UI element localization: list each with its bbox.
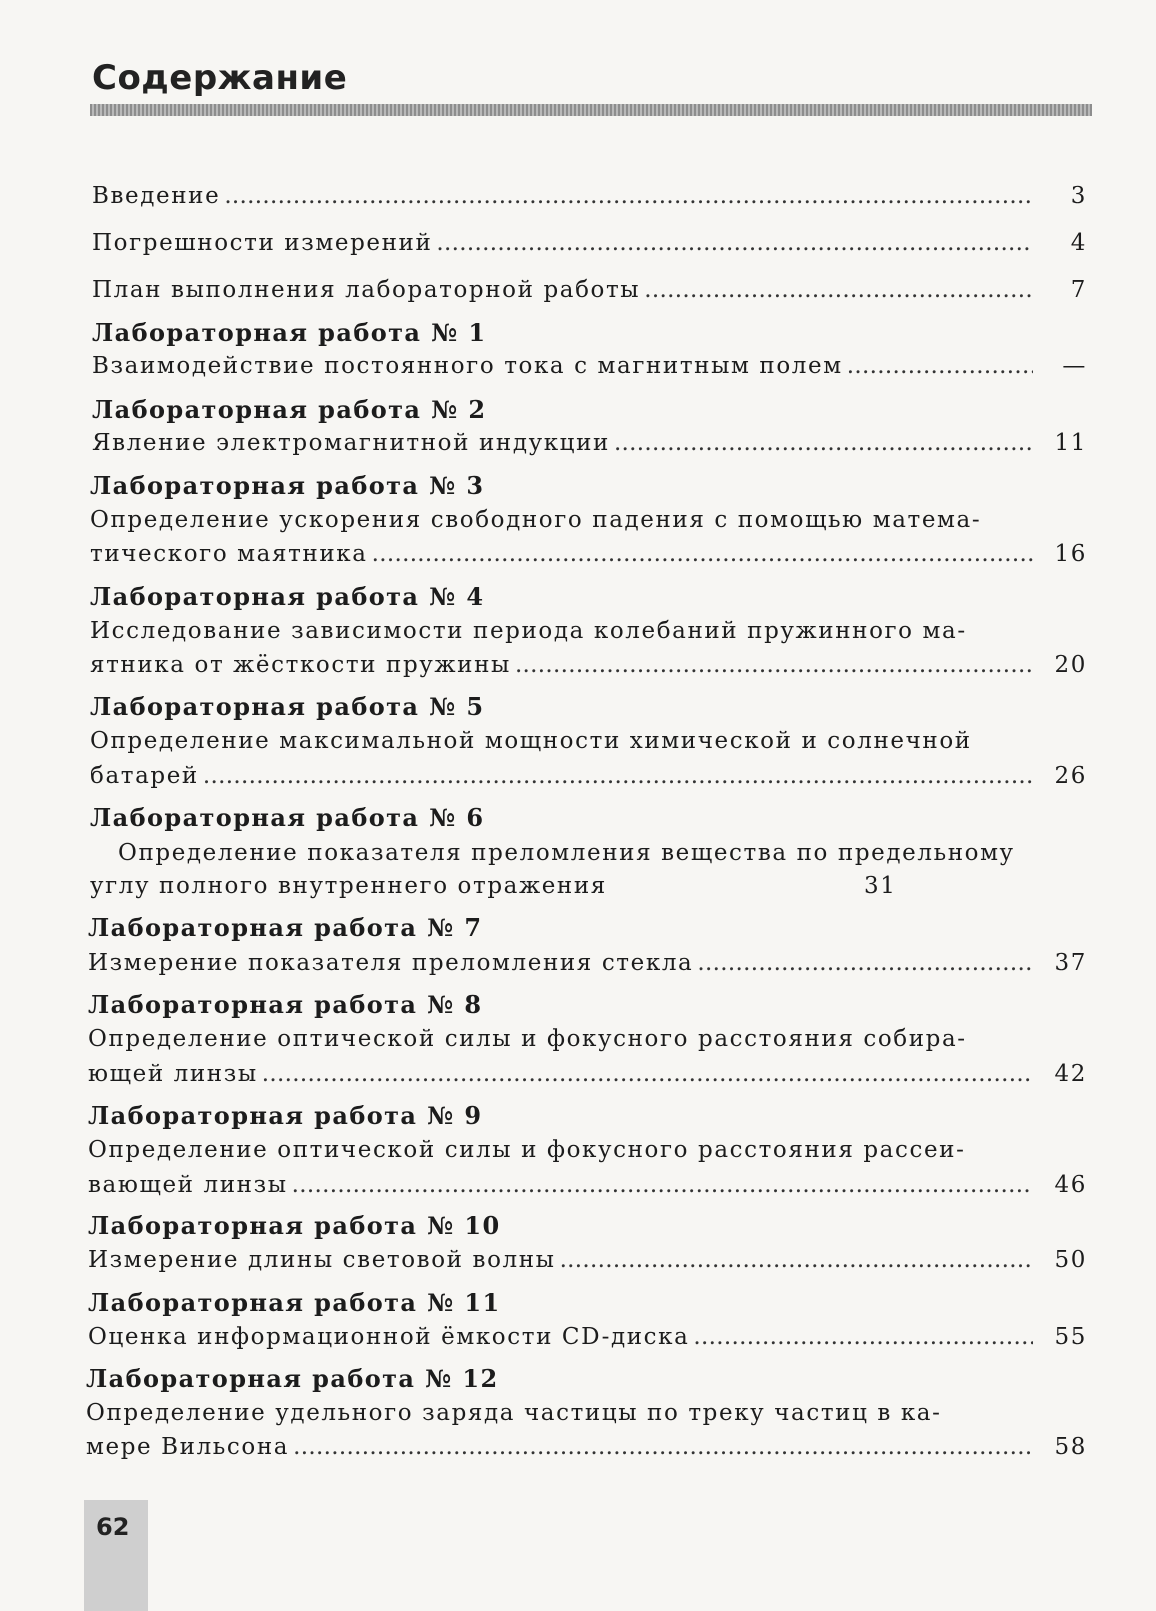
toc-entry-page: 55 — [1054, 1324, 1087, 1350]
toc-entry-title: План выполнения лабораторной работы — [92, 277, 641, 303]
lab-heading: Лабораторная работа № 11 — [88, 1288, 501, 1317]
leader-dots — [614, 430, 1033, 456]
lab-heading: Лабораторная работа № 12 — [86, 1364, 499, 1393]
toc-entry-title: Введение — [92, 183, 221, 209]
toc-entry-title: Погрешности измерений — [92, 230, 433, 256]
leader-dots — [560, 1247, 1033, 1273]
toc-entry-page: 50 — [1054, 1247, 1087, 1273]
leader-dots — [293, 1434, 1033, 1460]
toc-entry-title-line: углу полного внутреннего отражения — [90, 873, 607, 899]
lab-heading: Лабораторная работа № 2 — [92, 395, 487, 424]
toc-entry-page: 11 — [1054, 430, 1087, 456]
toc-entry-page: 31 — [864, 873, 897, 899]
toc-entry-page: 37 — [1054, 950, 1087, 976]
toc-entry-title: тического маятника — [90, 541, 368, 567]
leader-dots — [436, 230, 1033, 256]
toc-entry-page: 42 — [1054, 1061, 1087, 1087]
toc-entry-lab-9 — [88, 1172, 1087, 1198]
toc-entry-lab-11 — [88, 1324, 1087, 1350]
leader-dots — [372, 541, 1033, 567]
toc-entry-title: ющей линзы — [88, 1061, 258, 1087]
lab-heading: Лабораторная работа № 3 — [90, 471, 485, 500]
toc-entry-lab-7 — [88, 950, 1087, 976]
leader-dots — [693, 1324, 1033, 1350]
toc-entry-title-line: Определение максимальной мощности химической и солнечной — [90, 728, 972, 754]
toc-entry-title-line: Определение оптической силы и фокусного расстояния собира- — [88, 1026, 967, 1052]
toc-entry-title: Взаимодействие постоянного тока с магнитным полем — [92, 353, 843, 379]
toc-entry-lab-10 — [88, 1247, 1087, 1273]
leader-dots — [515, 652, 1033, 678]
leader-dots — [262, 1061, 1033, 1087]
lab-heading: Лабораторная работа № 9 — [88, 1101, 483, 1130]
leader-dots — [697, 950, 1033, 976]
toc-entry-title: Оценка информационной ёмкости CD-диска — [88, 1324, 690, 1350]
page-title: Содержание — [92, 58, 348, 98]
toc-entry-title: мере Вильсона — [86, 1434, 290, 1460]
toc-entry-page: 16 — [1054, 541, 1087, 567]
toc-entry-plan — [92, 277, 1087, 303]
toc-entry-page: 26 — [1054, 763, 1087, 789]
toc-entry-page: 4 — [1070, 230, 1087, 256]
toc-entry-lab-12 — [86, 1434, 1087, 1460]
leader-dots — [203, 763, 1033, 789]
page-number: 62 — [96, 1513, 130, 1541]
lab-heading: Лабораторная работа № 5 — [90, 692, 485, 721]
toc-entry-title-line: Определение показателя преломления вещества по предельному — [118, 840, 1015, 866]
lab-heading: Лабораторная работа № 1 — [92, 318, 487, 347]
toc-entry-page: 3 — [1070, 183, 1087, 209]
leader-dots — [292, 1172, 1033, 1198]
toc-entry-lab-3 — [90, 541, 1087, 567]
title-underline — [90, 104, 1092, 116]
toc-entry-page: 46 — [1054, 1172, 1087, 1198]
toc-entry-errors — [92, 230, 1087, 256]
toc-entry-title: ятника от жёсткости пружины — [90, 652, 511, 678]
toc-entry-title-line: Исследование зависимости периода колебаний пружинного ма- — [90, 618, 967, 644]
leader-dots — [847, 353, 1033, 379]
toc-entry-lab-8 — [88, 1061, 1087, 1087]
toc-entry-title-line: Определение удельного заряда частицы по треку частиц в ка- — [86, 1400, 942, 1426]
toc-entry-title-line: Определение ускорения свободного падения с помощью матема- — [90, 507, 982, 533]
toc-entry-intro — [92, 183, 1087, 209]
leader-dots — [644, 277, 1033, 303]
lab-heading: Лабораторная работа № 8 — [88, 990, 483, 1019]
toc-entry-lab-1 — [92, 353, 1087, 379]
toc-entry-title: Измерение длины световой волны — [88, 1247, 556, 1273]
toc-entry-page: 20 — [1054, 652, 1087, 678]
toc-entry-title: Явление электромагнитной индукции — [92, 430, 610, 456]
toc-entry-title: Измерение показателя преломления стекла — [88, 950, 694, 976]
toc-entry-lab-2 — [92, 430, 1087, 456]
toc-entry-title: батарей — [90, 763, 199, 789]
toc-entry-page: 7 — [1070, 277, 1087, 303]
lab-heading: Лабораторная работа № 7 — [88, 913, 483, 942]
lab-heading: Лабораторная работа № 6 — [90, 803, 485, 832]
leader-dots — [224, 183, 1033, 209]
toc-entry-title-line: Определение оптической силы и фокусного расстояния рассеи- — [88, 1137, 966, 1163]
toc-entry-page: — — [1062, 353, 1087, 379]
lab-heading: Лабораторная работа № 10 — [88, 1211, 501, 1240]
toc-entry-page: 58 — [1054, 1434, 1087, 1460]
toc-entry-title: вающей линзы — [88, 1172, 288, 1198]
toc-entry-lab-5 — [90, 763, 1087, 789]
lab-heading: Лабораторная работа № 4 — [90, 582, 485, 611]
toc-entry-lab-4 — [90, 652, 1087, 678]
